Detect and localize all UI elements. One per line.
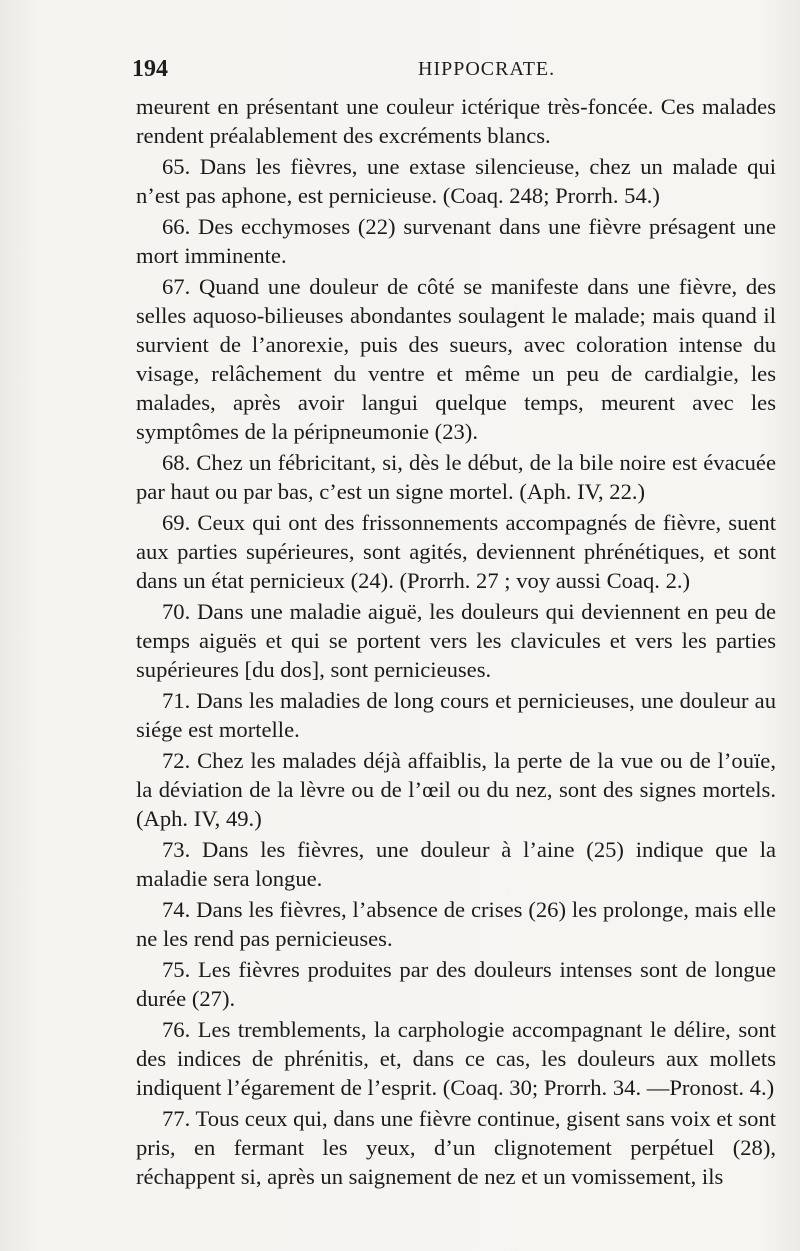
paragraph-69: 69. Ceux qui ont des frissonnements accompagnés de fièvre, suent aux parties supérieures, sont agités, deviennent phrénétiques, et sont dans un état pernicieux (24). (Prorrh. 27 ; voy aussi Coaq. 2.): [136, 510, 776, 593]
page-header: [132, 56, 772, 84]
paragraph-73: 73. Dans les fièvres, une douleur à l’aine (25) indique que la maladie sera longue.: [136, 837, 776, 891]
paragraph-71: 71. Dans les maladies de long cours et pernicieuses, une douleur au siége est mortelle.: [136, 688, 776, 742]
paragraph-70: 70. Dans une maladie aiguë, les douleurs qui deviennent en peu de temps aiguës et qui se portent vers les clavicules et vers les parties supérieures [du dos], sont pernicieuses.: [136, 599, 776, 682]
paragraph-68: 68. Chez un fébricitant, si, dès le début, de la bile noire est évacuée par haut ou par bas, c’est un signe mortel. (Aph. IV, 22.): [136, 450, 776, 504]
paragraph-76: 76. Les tremblements, la carphologie accompagnant le délire, sont des indices de phrénitis, et, dans ce cas, les douleurs aux mollets indiquent l’égarement de l’esprit. (Coaq. 30; Prorrh. 34. —Pronost. 4.): [136, 1017, 776, 1100]
page-number: 194: [132, 56, 168, 82]
running-head: HIPPOCRATE.: [418, 58, 556, 80]
paragraph-65: 65. Dans les fièvres, une extase silencieuse, chez un malade qui n’est pas aphone, est pernicieuse. (Coaq. 248; Prorrh. 54.): [136, 154, 776, 208]
paragraph-77: 77. Tous ceux qui, dans une fièvre continue, gisent sans voix et sont pris, en fermant les yeux, d’un clignotement perpétuel (28), réchappent si, après un saignement de nez et un vomissement, ils: [136, 1106, 776, 1189]
paragraph-72: 72. Chez les malades déjà affaiblis, la perte de la vue ou de l’ouïe, la déviation de la lèvre ou de l’œil ou du nez, sont des signes mortels. (Aph. IV, 49.): [136, 748, 776, 831]
paragraph-continuation: meurent en présentant une couleur ictérique très-foncée. Ces malades rendent préalablement des excréments blancs.: [136, 94, 776, 148]
body-text: [136, 92, 776, 1193]
paragraph-66: 66. Des ecchymoses (22) survenant dans une fièvre présagent une mort imminente.: [136, 214, 776, 268]
paragraph-75: 75. Les fièvres produites par des douleurs intenses sont de longue durée (27).: [136, 957, 776, 1011]
paragraph-67: 67. Quand une douleur de côté se manifeste dans une fièvre, des selles aquoso-bilieuses abondantes soulagent le malade; mais quand il survient de l’anorexie, puis des sueurs, avec coloration intense du visage, relâchement du ventre et même un peu de cardialgie, les malades, après avoir langui quelque temps, meurent avec les symptômes de la péripneumonie (23).: [136, 274, 776, 444]
paragraph-74: 74. Dans les fièvres, l’absence de crises (26) les prolonge, mais elle ne les rend pas pernicieuses.: [136, 897, 776, 951]
